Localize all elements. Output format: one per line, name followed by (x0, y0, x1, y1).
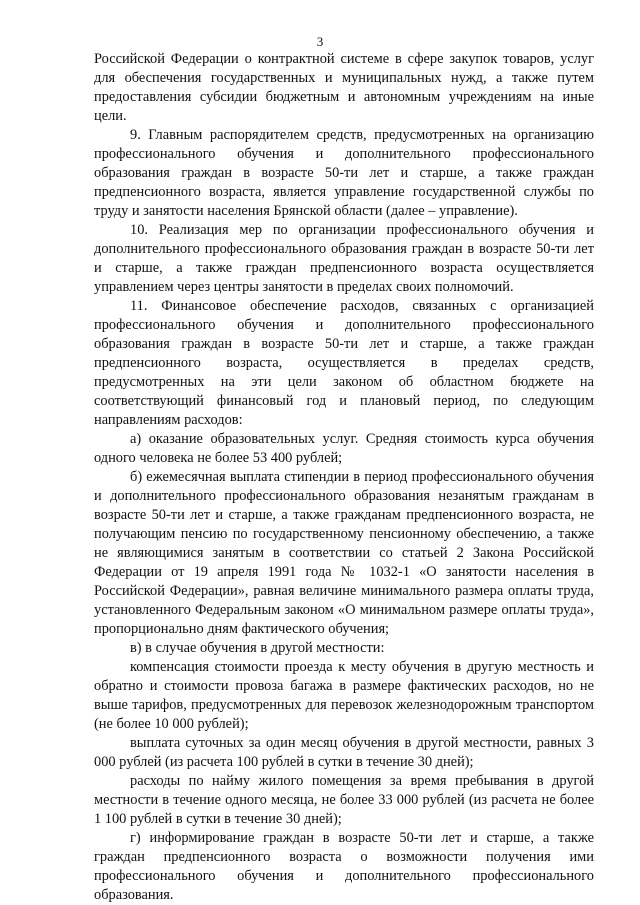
paragraph-subitem-b: б) ежемесячная выплата стипендии в период профессионального обучения и дополнительного профессионального образования незанятым гражданам в возрасте 50-ти лет и старше, а также гражданам предпенсионного возраста, не получающим пенсию по государственному пенсионному обеспечению, а также не являющимися занятым в соответствии со статьей 2 Закона Российской Федерации от 19 апреля 1991 года № 1032-1 «О занятости населения в Российской Федерации», равная величине минимального размера оплаты труда, установленного Федеральным законом «О минимальном размере оплаты труда», пропорционально дням фактического обучения; (94, 469, 594, 637)
page-number: 3 (316, 34, 324, 49)
document-body (94, 50, 594, 905)
paragraph-daily-allowance: выплата суточных за один месяц обучения в другой местности, равных 3 000 рублей (из расчета 100 рублей в сутки в течение 30 дней); (94, 735, 594, 770)
paragraph-subitem-v: в) в случае обучения в другой местности: (130, 640, 385, 656)
paragraph-item-11: 11. Финансовое обеспечение расходов, связанных с организацией профессионального обучения и дополнительного профессионального образования граждан в возрасте 50-ти лет и старше, а также граждан предпенсионного возраста, осуществляется в пределах средств, предусмотренных на эти цели законом об областном бюджете на соответствующий финансовый год и плановый период, по следующим направлениям расходов: (94, 298, 594, 428)
paragraph-travel-compensation: компенсация стоимости проезда к месту обучения в другую местность и обратно и стоимости провоза багажа в размере фактических расходов, но не выше тарифов, предусмотренных для перевозок железнодорожным транспортом (не более 10 000 рублей); (94, 659, 594, 732)
paragraph-item-10: 10. Реализация мер по организации профессионального обучения и дополнительного профессионального образования граждан в возрасте 50-ти лет и старше, а также граждан предпенсионного возраста осуществляется управлением через центры занятости в пределах своих полномочий. (94, 222, 594, 295)
paragraph-subitem-a: а) оказание образовательных услуг. Средняя стоимость курса обучения одного человека не более 53 400 рублей; (94, 431, 594, 466)
paragraph-continuation: Российской Федерации о контрактной системе в сфере закупок товаров, услуг для обеспечения государственных и муниципальных нужд, а также путем предоставления субсидии бюджетным и автономным учреждениям на иные цели. (94, 51, 594, 124)
paragraph-housing-expenses: расходы по найму жилого помещения за время пребывания в другой местности в течение одного месяца, не более 33 000 рублей (из расчета не более 1 100 рублей в сутки в течение 30 дней); (94, 773, 594, 827)
paragraph-item-9: 9. Главным распорядителем средств, предусмотренных на организацию профессионального обучения и дополнительного профессионального образования граждан в возрасте 50-ти лет и старше, а также граждан предпенсионного возраста, является управление государственной службы по труду и занятости населения Брянской области (далее – управление). (94, 127, 594, 219)
paragraph-subitem-g: г) информирование граждан в возрасте 50-ти лет и старше, а также граждан предпенсионного возраста о возможности получения ими профессионального обучения и дополнительного профессионального образования. (94, 830, 594, 903)
